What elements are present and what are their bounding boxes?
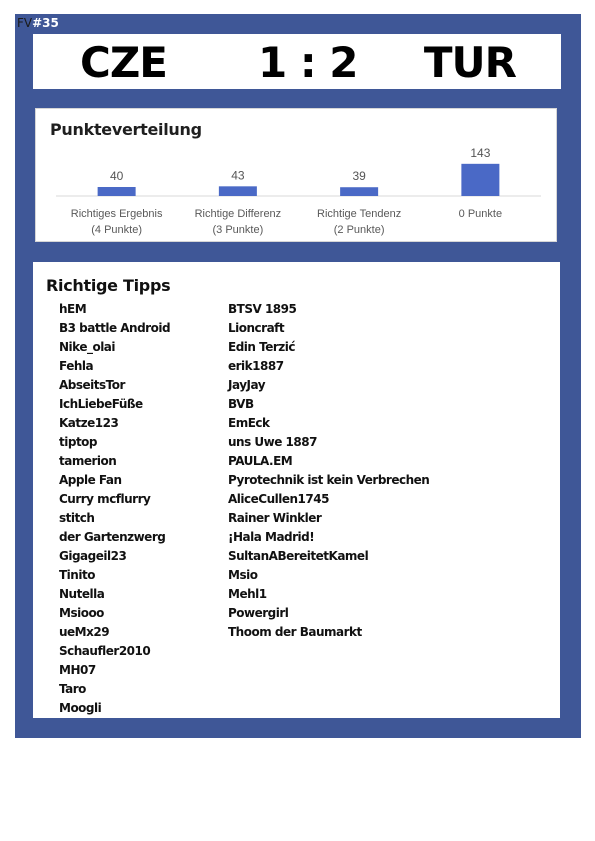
tip-name: der Gartenzwerg — [59, 530, 166, 544]
away-team: TUR — [423, 38, 516, 87]
tip-name: MH07 — [59, 663, 96, 677]
bar-1 — [219, 186, 257, 196]
tip-name: Msio — [228, 568, 258, 582]
category-label-0-0: Richtiges Ergebnis — [70, 208, 163, 220]
tip-name: Moogli — [59, 701, 102, 715]
chart-title: Punkteverteilung — [50, 120, 202, 139]
match-tag-prefix: FV — [17, 16, 33, 30]
tip-name: hEM — [59, 302, 87, 316]
tip-name: erik1887 — [228, 359, 284, 373]
tip-name: AliceCullen1745 — [228, 492, 329, 506]
points-distribution-panel — [35, 108, 557, 242]
data-label-0: 40 — [109, 169, 124, 183]
category-label-1-0: Richtige Differenz — [194, 208, 282, 220]
data-label-2: 39 — [352, 169, 366, 184]
tip-name: Mehl1 — [228, 587, 267, 601]
tip-name: Fehla — [59, 359, 94, 373]
tips-column-2 — [228, 300, 430, 642]
tip-name: tiptop — [59, 435, 98, 449]
tip-name: Pyrotechnik ist kein Verbrechen — [228, 473, 430, 487]
tip-name: Nike_olai — [59, 340, 116, 354]
tip-name: BVB — [228, 397, 254, 411]
tip-name: AbseitsTor — [59, 378, 125, 392]
tip-name: SultanABereitetKamel — [228, 549, 369, 563]
category-label-2-0: Richtige Tendenz — [317, 208, 402, 220]
tip-name: Thoom der Baumarkt — [228, 625, 362, 639]
tip-name: EmEck — [228, 416, 270, 430]
match-tag-number: #35 — [32, 16, 59, 30]
tip-name: Katze123 — [59, 416, 119, 430]
tip-name: B3 battle Android — [59, 321, 171, 335]
bar-2 — [340, 187, 378, 196]
correct-tips-panel — [33, 262, 560, 718]
tip-name: Lioncraft — [228, 321, 285, 335]
tip-name: tamerion — [59, 454, 117, 468]
tip-name: Msiooo — [59, 606, 104, 620]
match-tag — [17, 15, 59, 31]
tips-column-1 — [59, 300, 219, 718]
tip-name: JayJay — [228, 378, 266, 392]
tip-name: Schaufler2010 — [59, 644, 151, 658]
tip-name: ¡Hala Madrid! — [228, 530, 315, 544]
category-label-3-0: 0 Punkte — [458, 208, 503, 220]
data-label-3: 143 — [470, 145, 491, 160]
tip-name: Nutella — [59, 587, 105, 601]
home-team: CZE — [80, 38, 167, 87]
category-label-1-1: (3 Punkte) — [212, 224, 264, 236]
bar-3 — [461, 164, 499, 196]
tip-name: Powergirl — [228, 606, 289, 620]
bar-0 — [98, 187, 136, 196]
tip-name: Rainer Winkler — [228, 511, 322, 525]
tip-name: Apple Fan — [59, 473, 122, 487]
tip-name: uns Uwe 1887 — [228, 435, 317, 449]
tip-name: Edin Terzić — [228, 340, 295, 354]
tip-name: Gigageil23 — [59, 549, 127, 563]
tip-name: Curry mcflurry — [59, 492, 151, 506]
data-label-1: 43 — [231, 168, 245, 183]
match-score: 1 : 2 — [258, 38, 358, 87]
tip-name: Tinito — [59, 568, 95, 582]
tip-name: ueMx29 — [59, 625, 110, 639]
tip-name: Taro — [59, 682, 86, 696]
scoreboard — [33, 34, 561, 89]
tip-name: PAULA.EM — [228, 454, 293, 468]
category-label-2-1: (2 Punkte) — [333, 224, 385, 236]
category-label-0-1: (4 Punkte) — [91, 224, 142, 236]
tip-name: BTSV 1895 — [228, 302, 297, 316]
tips-title: Richtige Tipps — [46, 276, 171, 295]
tip-name: stitch — [59, 511, 95, 525]
tip-name: IchLiebeFüße — [59, 397, 143, 411]
